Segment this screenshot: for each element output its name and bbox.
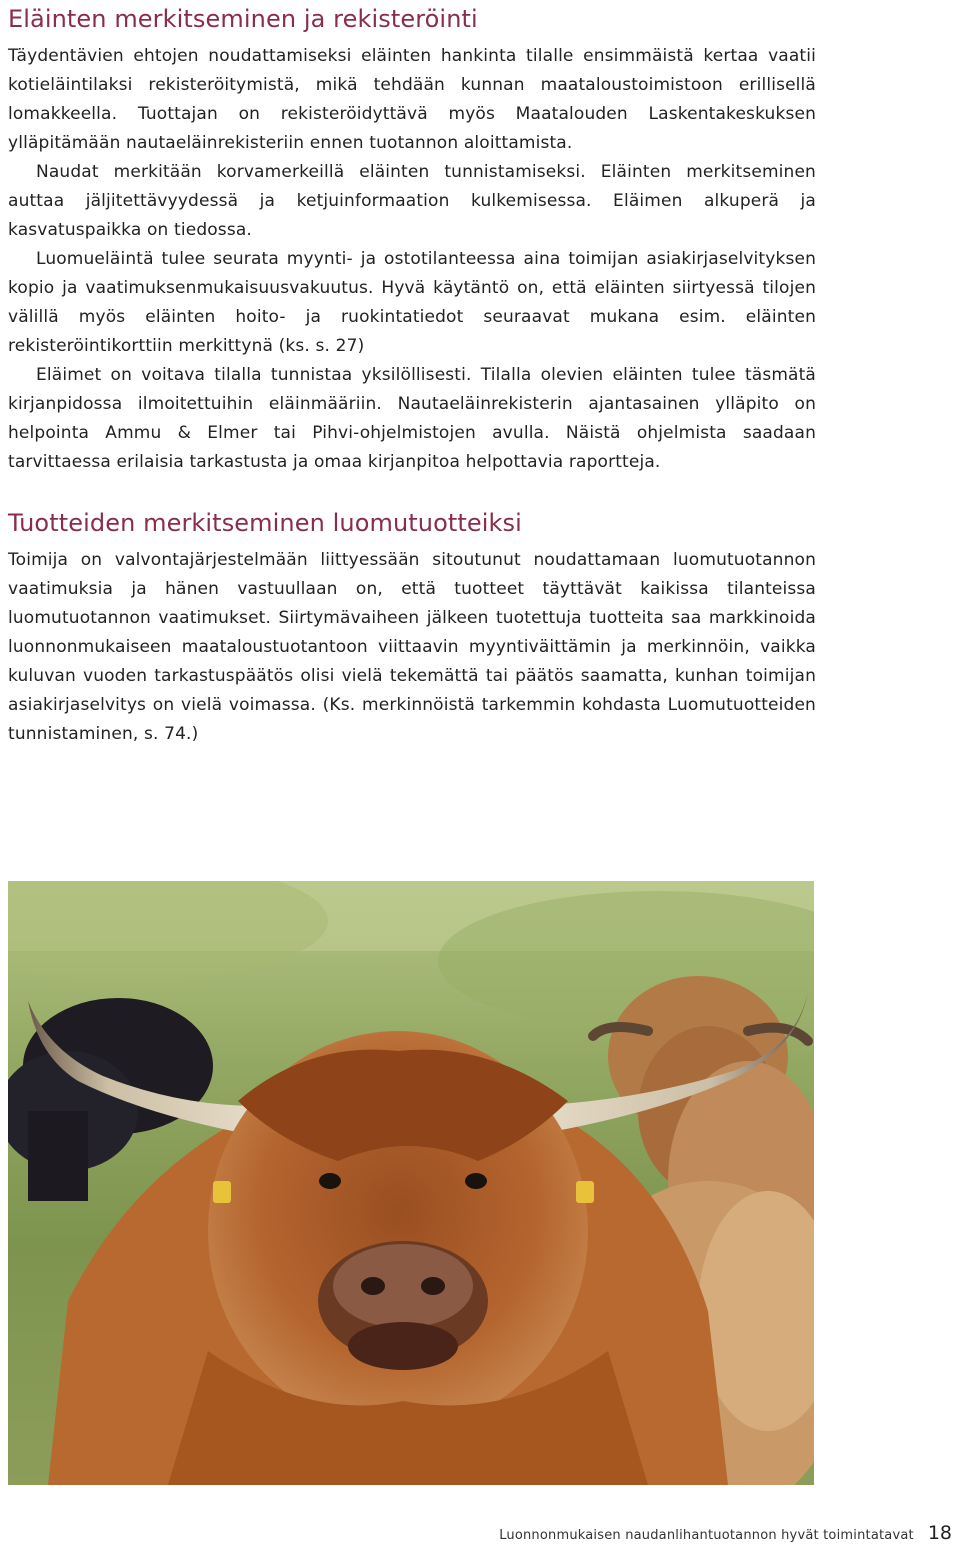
right-ear-tag — [576, 1181, 594, 1203]
section-product-labelling — [8, 506, 816, 749]
page-footer — [499, 1522, 952, 1546]
paragraph: Toimija on valvontajärjestelmään liittyessään sitoutunut noudattamaan luomutuotannon vaatimuksia ja hänen vastuullaan on, että tuotteet täyttävät kaikissa tilanteissa luomutuotannon vaatimukset. Siirtymävaiheen jälkeen tuotettuja tuotteita saa markkinoida luonnonmukaiseen maataloustuotantoon viittaavin myyntiväittämin ja merkinnöin, vaikka kuluvan vuoden tarkastuspäätös olisi vielä tekemättä tai päätös saamatta, kunhan toimijan asiakirjaselvitys on vielä voimassa. (Ks. merkinnöistä tarkemmin kohdasta Luomutuotteiden tunnistaminen, s. 74.) — [8, 550, 816, 744]
section-heading: Eläinten merkitseminen ja rekisteröinti — [8, 5, 478, 33]
muzzle — [333, 1244, 473, 1328]
section-animal-marking — [8, 2, 816, 477]
paragraph: Eläimet on voitava tilalla tunnistaa yksilöllisesti. Tilalla olevien eläinten tulee täsmätä kirjanpidossa ilmoitettuihin eläinmääriin. Nautaeläinrekisterin ajantasainen ylläpito on helpointa Ammu & Elmer tai Pihvi-ohjelmistojen avulla. Näistä ohjelmista saadaan tarvittaessa erilaisia tarkastusta ja omaa kirjanpitoa helpottavia raportteja. — [8, 365, 816, 472]
highland-cattle-photo — [8, 881, 814, 1485]
footer-title: Luonnonmukaisen naudanlihantuotannon hyvät toimintatavat — [499, 1528, 914, 1543]
section-heading: Tuotteiden merkitseminen luomutuotteiksi — [8, 509, 522, 537]
paragraph: Luomueläintä tulee seurata myynti- ja ostotilanteessa aina toimijan asiakirjaselvityksen kopio ja vaatimuksenmukaisuusvakuutus. Hyvä käytäntö on, että eläinten siirtyessä tilojen välillä myös eläinten hoito- ja ruokintatiedot seuraavat mukana esim. eläinten rekisteröintikorttiin merkittynä (ks. s. 27) — [8, 249, 816, 356]
right-eye — [465, 1173, 487, 1189]
paragraph: Täydentävien ehtojen noudattamiseksi eläinten hankinta tilalle ensimmäistä kertaa vaatii kotieläintilaksi rekisteröitymistä, mikä tehdään kunnan maataloustoimistoon erillisellä lomakkeella. Tuottajan on rekisteröidyttävä myös Maatalouden Laskentakeskuksen ylläpitämään nautaeläinrekisteriin ennen tuotannon aloittamista. — [8, 46, 816, 153]
left-eye — [319, 1173, 341, 1189]
left-ear-tag — [213, 1181, 231, 1203]
page-number: 18 — [927, 1522, 952, 1544]
paragraph: Naudat merkitään korvamerkeillä eläinten tunnistamiseksi. Eläinten merkitseminen auttaa jäljitettävyydessä ja ketjuinformaation kulkemisessa. Eläimen alkuperä ja kasvatuspaikka on tiedossa. — [8, 162, 816, 240]
